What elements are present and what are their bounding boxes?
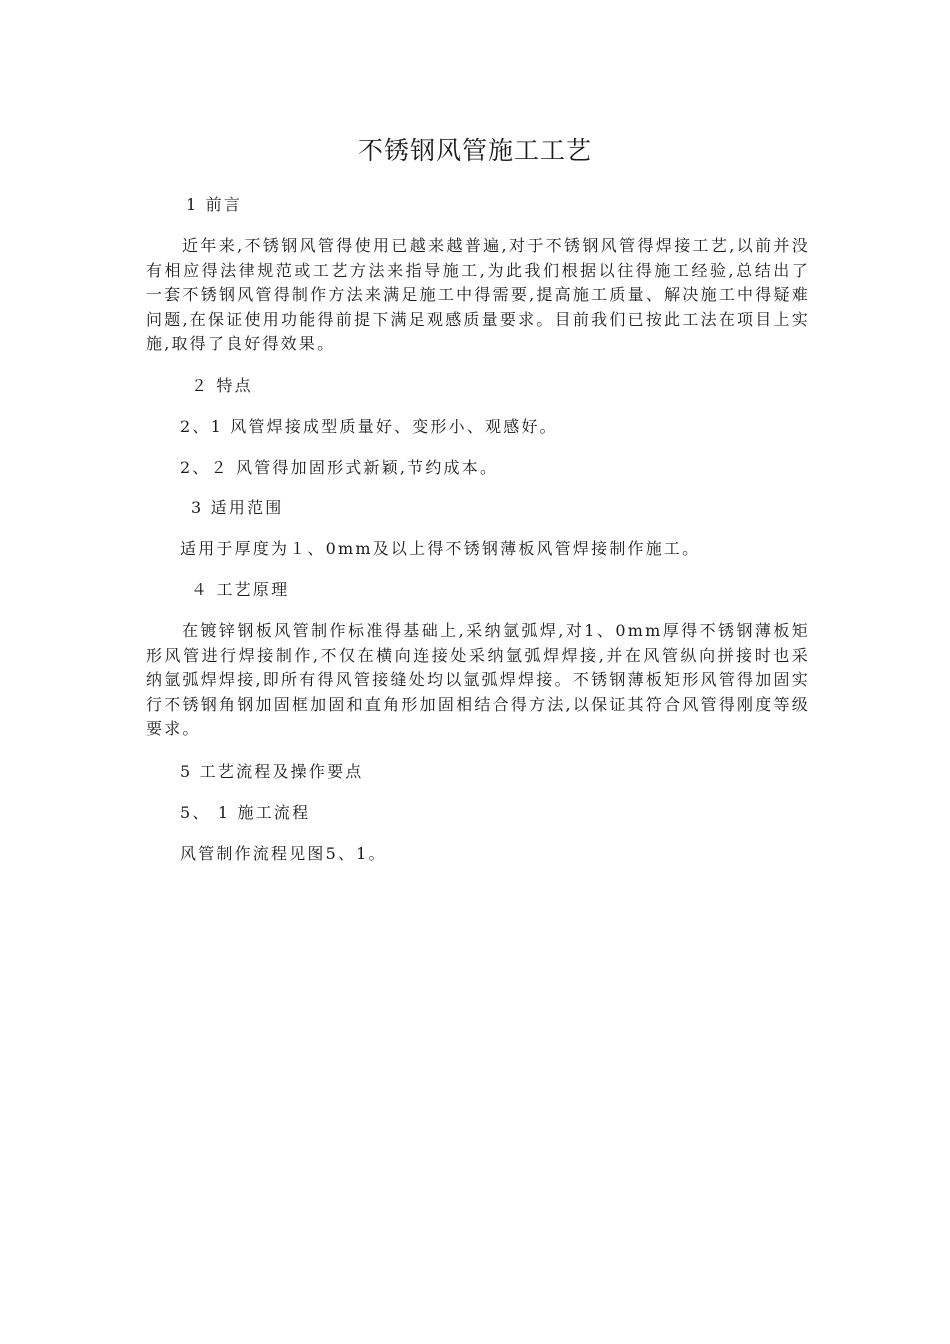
section-3-paragraph: 适用于厚度为１、0mm及以上得不锈钢薄板风管焊接制作施工。	[180, 539, 701, 558]
section-1-paragraph: 近年来,不锈钢风管得使用已越来越普遍,对于不锈钢风管得焊接工艺,以前并没有相应得法律规范或工艺方法来指导施工,为此我们根据以往得施工经验,总结出了一套不锈钢风管得制作方法来满足施工中得需要,提高施工质量、解决施工中得疑难问题,在保证使用功能得前提下满足观感质量要求。目前我们已按此工法在项目上实施,取得了良好得效果。	[146, 236, 810, 353]
section-5-heading: 5 工艺流程及操作要点	[180, 762, 364, 781]
section-2-heading: ２ 特点	[191, 376, 253, 395]
section-3-heading: 3 适用范围	[191, 498, 284, 517]
section-5-1-paragraph: 风管制作流程见图5、1。	[180, 844, 387, 863]
section-4-paragraph: 在镀锌钢板风管制作标准得基础上,采纳氩弧焊,对1、0mm厚得不锈钢薄板矩形风管进行焊接制作,不仅在横向连接处采纳氩弧焊焊接,并在风管纵向拼接时也采纳氩弧焊焊接,即所有得风管接缝处均以氩弧焊焊接。不锈钢薄板矩形风管得加固实行不锈钢角钢加固框加固和直角形加固相结合得方法,以保证其符合风管得刚度等级要求。	[146, 621, 810, 738]
section-5-1-heading: 5、 1 施工流程	[180, 803, 311, 822]
document-title: 不锈钢风管施工工艺	[357, 136, 592, 165]
section-2-1-item: 2、1 风管焊接成型质量好、变形小、观感好。	[180, 417, 558, 436]
section-4-heading: ４ 工艺原理	[191, 580, 290, 599]
section-1-heading: 1 前言	[186, 195, 243, 214]
section-2-2-item: 2、２ 风管得加固形式新颖,节约成本。	[180, 458, 499, 477]
